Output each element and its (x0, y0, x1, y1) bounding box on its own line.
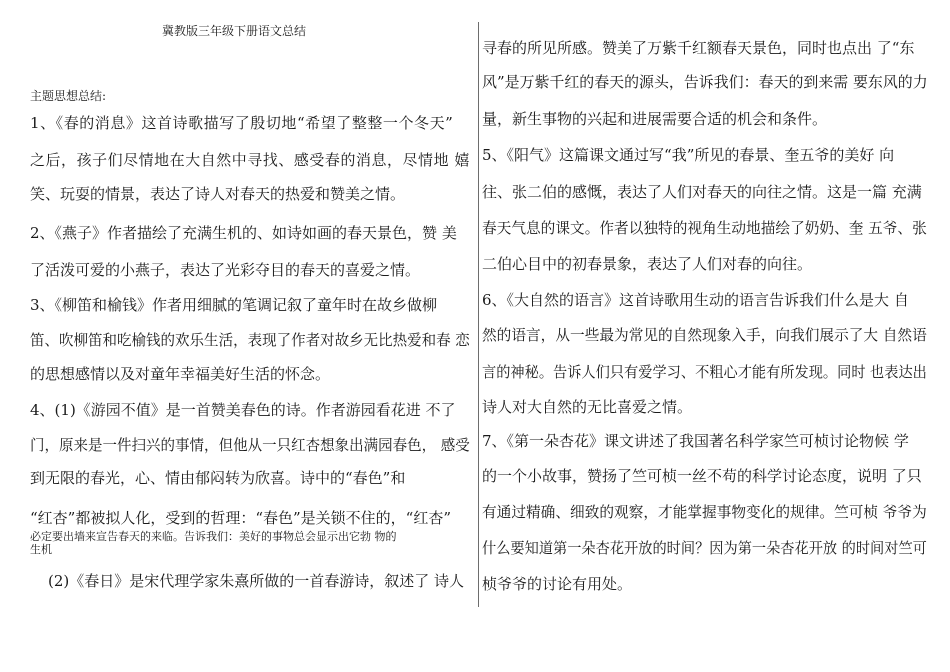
text-line: 然的语言，从一些最为常见的自然现象入手，向我们展示了大 自然语 (482, 326, 927, 344)
text-line: 风”是万紫千红的春天的源头，告诉我们：春天的到来需 要东风的力 (482, 73, 928, 91)
text-line: 的思想感情以及对童年幸福美好生活的怀念。 (30, 365, 331, 383)
text-line: 5、《阳气》这篇课文通过写“我”所见的春景、奎五爷的美好 向 (482, 146, 895, 164)
text-line: 往、张二伯的感慨，表达了人们对春天的向往之情。这是一篇 充满 (482, 183, 922, 201)
text-line: 之后，孩子们尽情地在大自然中寻找、感受春的消息，尽情地 嬉 (30, 151, 470, 169)
text-line: 有通过精确、细致的观察，才能掌握事物变化的规律。竺可桢 爷爷为 (482, 503, 927, 521)
text-line: 必定要出墙来宣告春天的来临。告诉我们：美好的事物总会显示出它勃 物的 (30, 530, 397, 543)
text-line: 1、《春的消息》这首诗歌描写了殷切地“希望了整整一个冬天” (30, 114, 454, 132)
text-line: “红杏”都被拟人化，受到的哲理：“春色”是关锁不住的，“红杏” (30, 509, 452, 527)
text-line: 7、《第一朵杏花》课文讲述了我国著名科学家竺可桢讨论物候 学 (482, 432, 909, 450)
text-line: 6、《大自然的语言》这首诗歌用生动的语言告诉我们什么是大 自 (482, 291, 909, 309)
text-line: 到无限的春光，心、情由郁闷转为欣喜。诗中的“春色”和 (30, 469, 406, 487)
text-line: 3、《柳笛和榆钱》作者用细腻的笔调记叙了童年时在故乡做柳 (30, 296, 438, 314)
text-line: 了活泼可爱的小燕子，表达了光彩夺目的春天的喜爱之情。 (30, 261, 421, 279)
text-line: 门，原来是一件扫兴的事情，但他从一只红杏想象出满园春色， 感受 (30, 436, 470, 454)
text-line: 4、(1)《游园不值》是一首赞美春色的诗。作者游园看花进 不了 (30, 401, 456, 419)
text-line: 笛、吹柳笛和吃榆钱的欢乐生活，表现了作者对故乡无比热爱和春 恋 (30, 331, 470, 349)
text-line: (2)《春日》是宋代理学家朱熹所做的一首春游诗，叙述了 诗人 (48, 572, 465, 590)
text-line: 什么要知道第一朵杏花开放的时间？因为第一朵杏花开放 的时间对竺可 (482, 539, 927, 557)
text-line: 的一个小故事，赞扬了竺可桢一丝不苟的科学讨论态度，说明 了只 (482, 467, 922, 485)
text-line: 生机 (30, 543, 52, 556)
text-line: 寻春的所见所感。赞美了万紫千红额春天景色，同时也点出 了“东 (482, 39, 915, 57)
text-line: 量，新生事物的兴起和进展需要合适的机会和条件。 (482, 110, 828, 128)
section-heading: 主题思想总结: (30, 89, 107, 103)
document-title: 冀教版三年级下册语文总结 (162, 24, 307, 38)
text-line: 笑、玩耍的情景，表达了诗人对春天的热爱和赞美之情。 (30, 185, 406, 203)
text-line: 春天气息的课文。作者以独特的视角生动地描绘了奶奶、奎 五爷、张 (482, 219, 927, 237)
column-divider (478, 22, 479, 607)
text-line: 诗人对大自然的无比喜爱之情。 (482, 398, 693, 416)
text-line: 二伯心目中的初春景象，表达了人们对春的向往。 (482, 255, 813, 273)
text-line: 言的神秘。告诉人们只有爱学习、不粗心才能有所发现。同时 也表达出 (482, 363, 927, 381)
text-line: 桢爷爷的讨论有用处。 (482, 575, 633, 593)
text-line: 2、《燕子》作者描绘了充满生机的、如诗如画的春天景色，赞 美 (30, 224, 457, 242)
